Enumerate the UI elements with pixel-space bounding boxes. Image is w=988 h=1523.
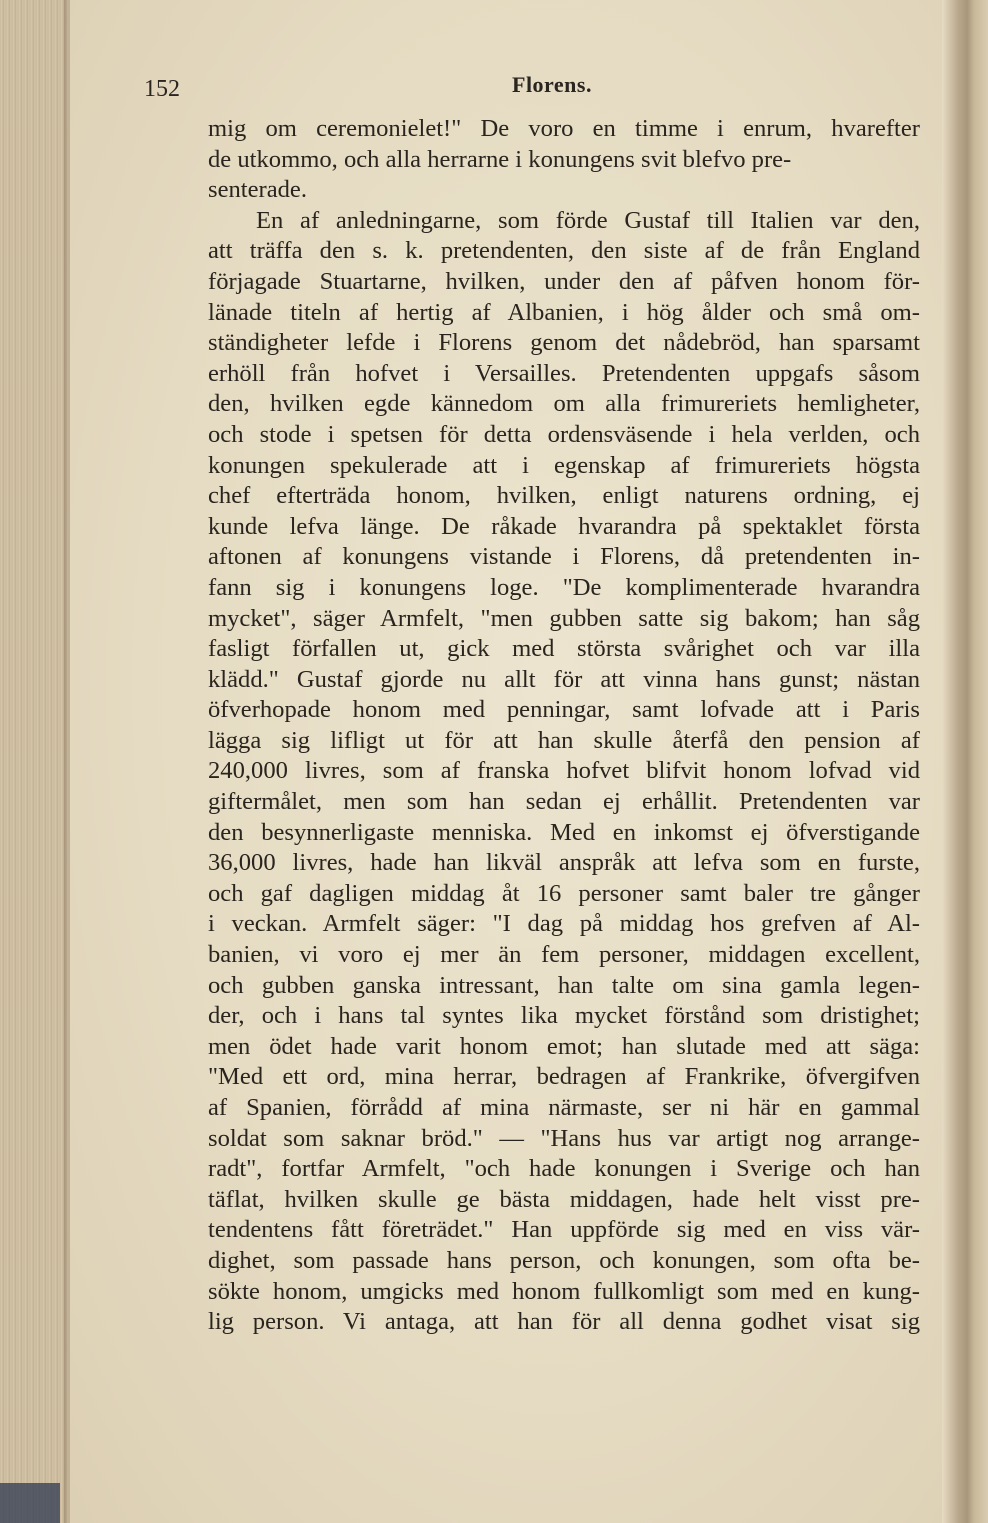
text-line: sökte honom, umgicks med honom fullkomligt som med en kung- bbox=[208, 1277, 920, 1305]
text-line: aftonen af konungens vistande i Florens, då pretendenten in- bbox=[208, 543, 920, 571]
text-line: och stode i spetsen för detta ordensväsende i hela verlden, och bbox=[208, 420, 920, 448]
text-line: soldat som saknar bröd." — "Hans hus var artigt nog arrange- bbox=[208, 1124, 920, 1152]
text-line: giftermålet, men som han sedan ej erhållit. Pretendenten var bbox=[208, 788, 920, 816]
text-line: der, och i hans tal syntes lika mycket förstånd som dristighet; bbox=[208, 1002, 920, 1030]
text-line: mig om ceremonielet!" De voro en timme i enrum, hvarefter bbox=[208, 115, 920, 142]
text-line: förjagade Stuartarne, hvilken, under den af påfven honom för- bbox=[208, 267, 920, 295]
text-line: En af anledningarne, som förde Gustaf till Italien var den, bbox=[256, 206, 920, 234]
text-line: länade titeln af hertig af Albanien, i hög ålder och små om- bbox=[208, 298, 920, 326]
text-line: täflat, hvilken skulle ge bästa middagen, hade helt visst pre- bbox=[208, 1185, 920, 1213]
running-header bbox=[132, 72, 922, 106]
text-line: de utkommo, och alla herrarne i konungens svit blefvo pre- bbox=[208, 145, 792, 173]
text-line: erhöll från hofvet i Versailles. Pretendenten uppgafs såsom bbox=[208, 359, 920, 387]
text-line: radt", fortfar Armfelt, "och hade konungen i Sverige och han bbox=[208, 1155, 920, 1183]
text-line: mycket", säger Armfelt, "men gubben satte sig bakom; han såg bbox=[208, 604, 920, 632]
text-line: konungen spekulerade att i egenskap af frimureriets högsta bbox=[208, 451, 920, 479]
text-line: klädd." Gustaf gjorde nu allt för att vinna hans gunst; nästan bbox=[208, 665, 920, 693]
page-gutter bbox=[942, 0, 988, 1523]
text-line: "Med ett ord, mina herrar, bedragen af Frankrike, öfvergifven bbox=[208, 1063, 920, 1091]
running-title: Florens. bbox=[512, 72, 592, 97]
text-line: af Spanien, förrådd af mina närmaste, ser ni här en gammal bbox=[208, 1094, 920, 1121]
text-line: banien, vi voro ej mer än fem personer, middagen excellent, bbox=[208, 941, 920, 969]
text-line: och gubben ganska intressant, han talte om sina gamla legen- bbox=[208, 971, 920, 999]
text-line: lägga sig lifligt ut för att han skulle återfå den pension af bbox=[208, 726, 920, 754]
text-line: lig person. Vi antaga, att han för all denna godhet visat sig bbox=[208, 1308, 920, 1336]
text-line: senterade. bbox=[208, 176, 307, 204]
text-line: att träffa den s. k. pretendenten, den siste af de från England bbox=[208, 237, 920, 265]
text-line: men ödet hade varit honom emot; han slutade med att säga: bbox=[208, 1032, 920, 1060]
page-number: 152 bbox=[144, 76, 180, 102]
text-line: och gaf dagligen middag åt 16 personer samt baler tre gånger bbox=[208, 879, 920, 907]
text-line: fasligt förfallen ut, gick med största svårighet och var illa bbox=[208, 635, 920, 663]
text-line: ständigheter lefde i Florens genom det nådebröd, han sparsamt bbox=[208, 329, 920, 357]
page-edge-stack bbox=[0, 0, 70, 1523]
binding-cloth bbox=[0, 1483, 60, 1523]
text-line: öfverhopade honom med penningar, samt lofvade att i Paris bbox=[208, 696, 920, 724]
text-line: tendentens fått företrädet." Han uppförde sig med en viss vär- bbox=[208, 1216, 920, 1244]
text-line: dighet, som passade hans person, och konungen, som ofta be- bbox=[208, 1246, 920, 1274]
body-text bbox=[208, 114, 920, 1338]
text-line: den besynnerligaste menniska. Med en inkomst ej öfverstigande bbox=[208, 818, 920, 846]
text-line: fann sig i konungens loge. "De komplimenterade hvarandra bbox=[208, 573, 920, 601]
text-line: 240,000 livres, som af franska hofvet blifvit honom lofvad vid bbox=[208, 757, 920, 785]
text-line: kunde lefva länge. De råkade hvarandra på spektaklet första bbox=[208, 512, 920, 540]
text-line: 36,000 livres, hade han likväl anspråk att lefva som en furste, bbox=[208, 849, 920, 877]
text-line: den, hvilken egde kännedom om alla frimureriets hemligheter, bbox=[208, 390, 920, 418]
text-line: i veckan. Armfelt säger: "I dag på middag hos grefven af Al- bbox=[208, 910, 920, 938]
text-line: chef efterträda honom, hvilken, enligt naturens ordning, ej bbox=[208, 482, 920, 510]
